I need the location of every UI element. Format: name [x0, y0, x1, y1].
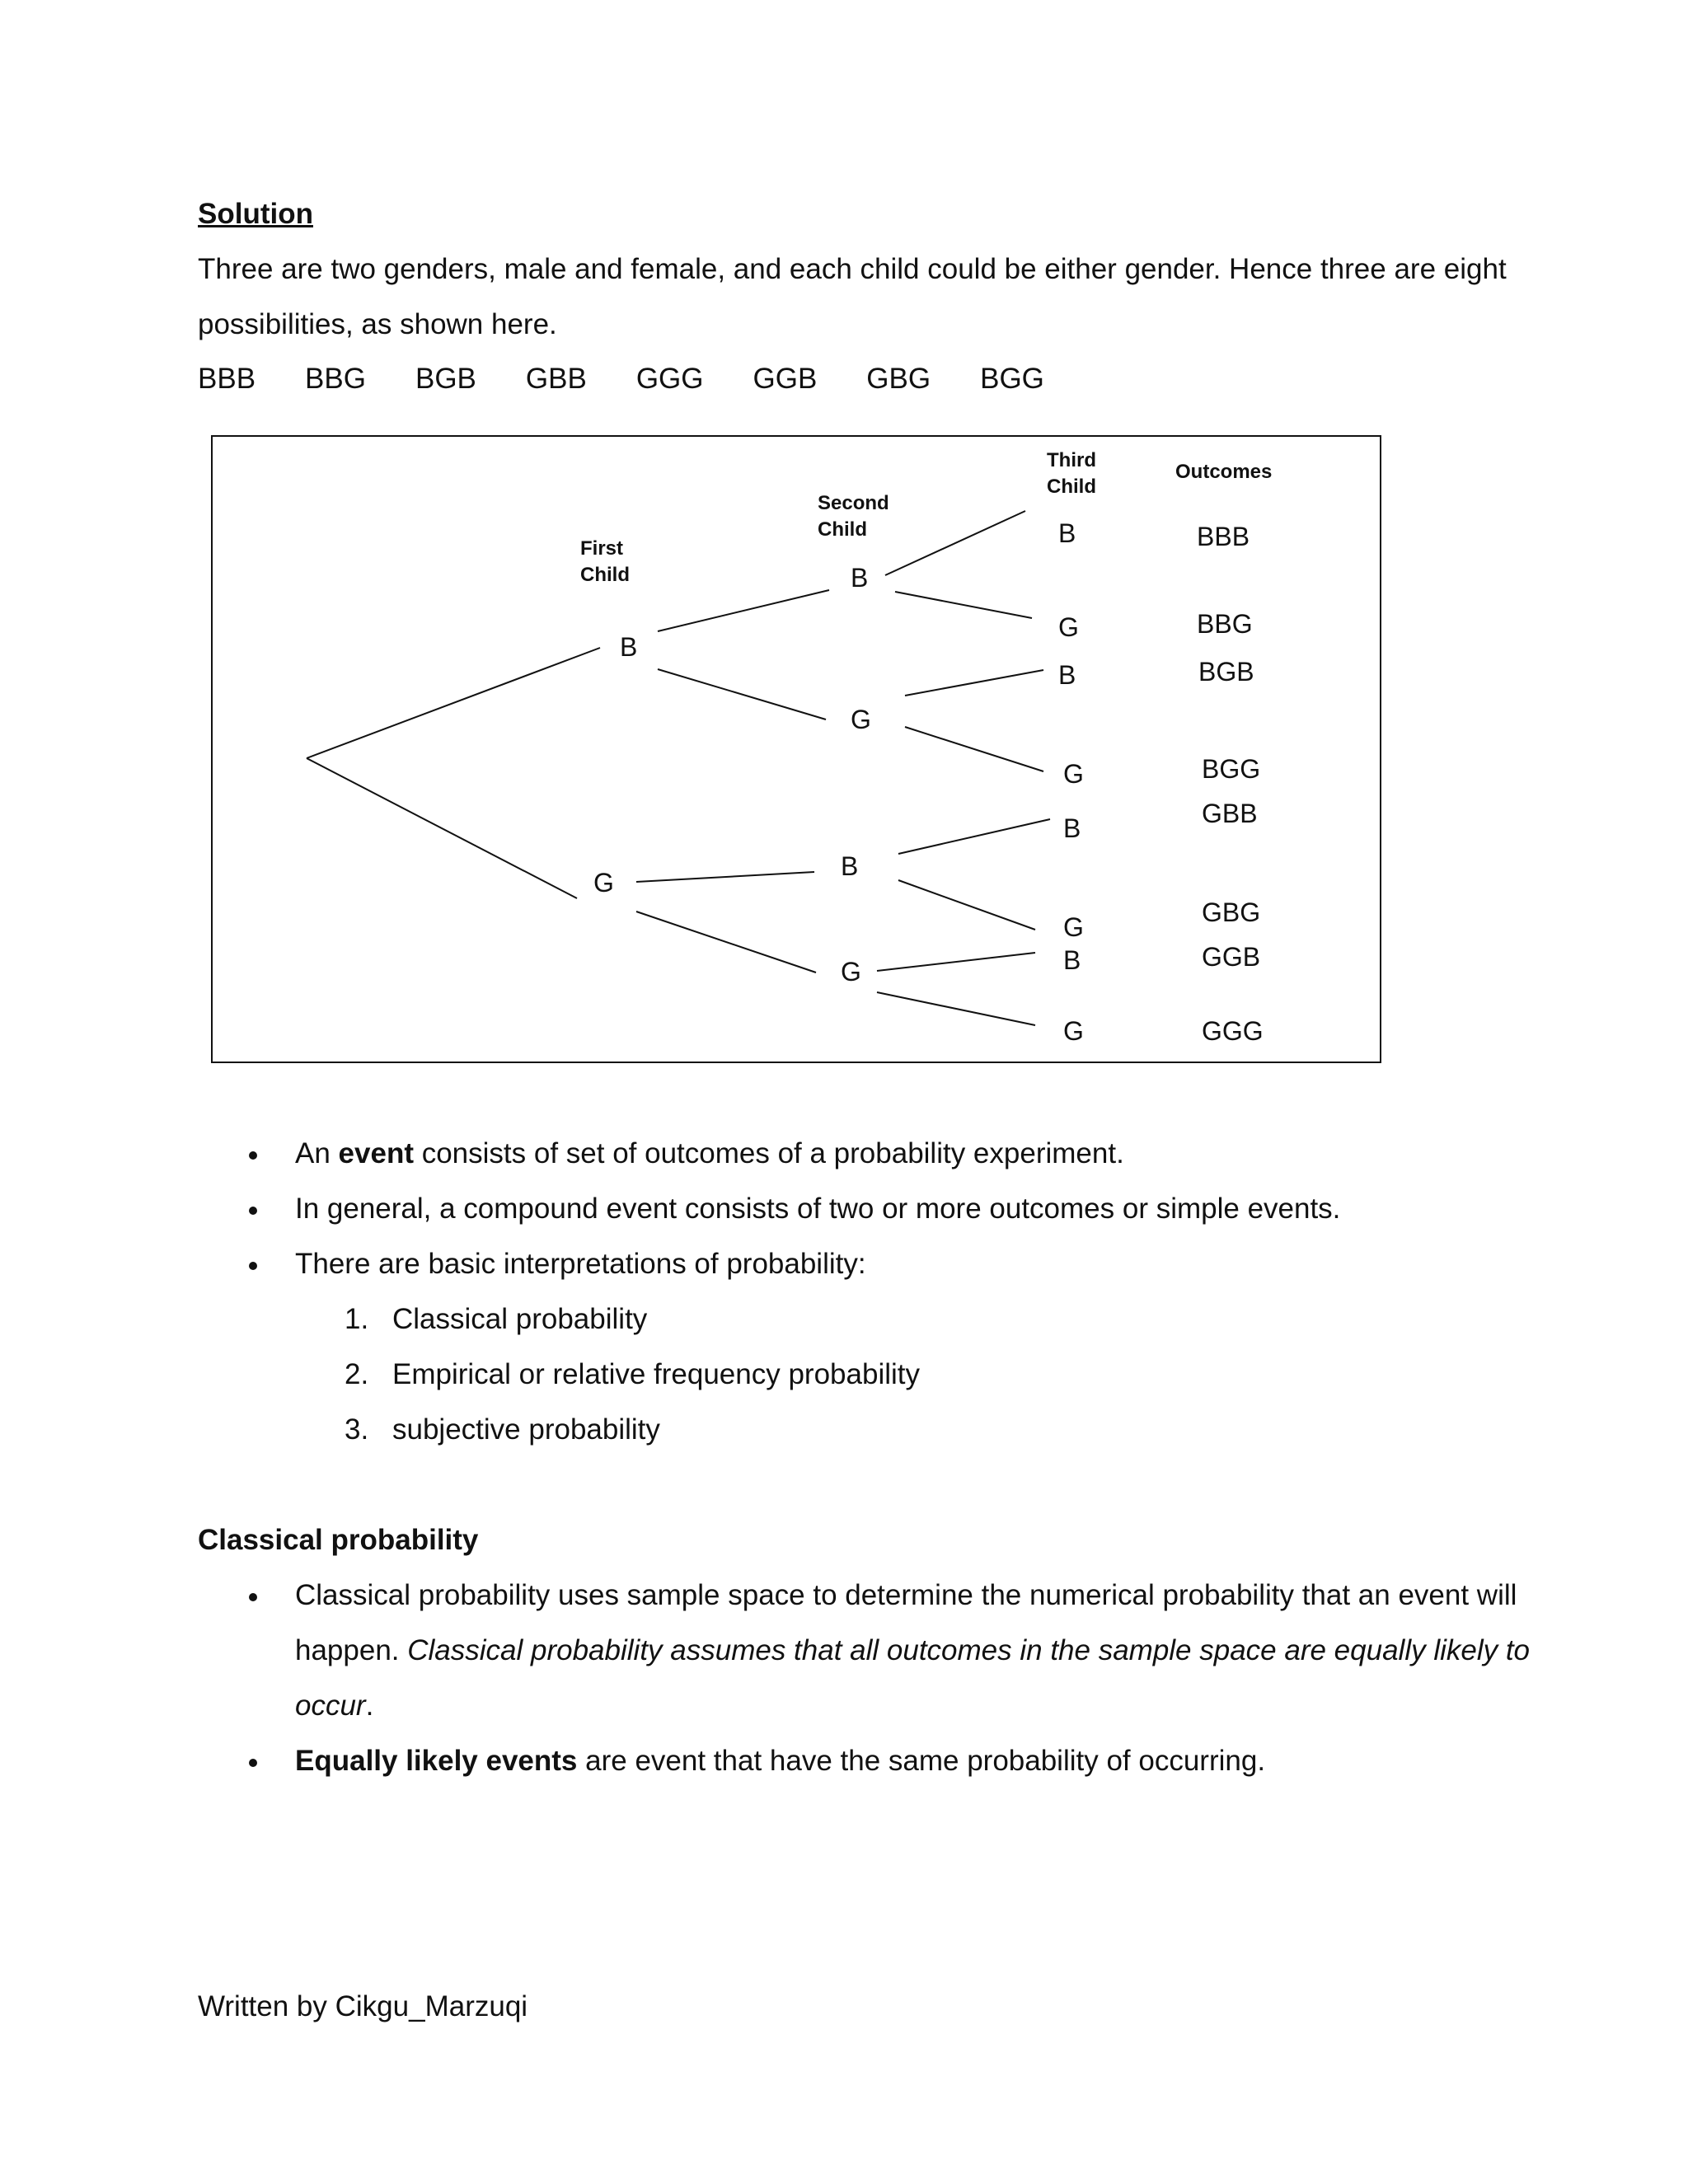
list-item-2: Empirical or relative frequency probability [392, 1358, 920, 1390]
branch-bg-g [905, 727, 1043, 771]
branch-g-g [636, 912, 816, 972]
list-item-1: Classical probability [392, 1303, 648, 1335]
classical-heading: Classical probability [198, 1524, 479, 1556]
bullet-event [295, 1137, 1124, 1170]
node-third-ggb: B [1063, 945, 1081, 975]
solution-heading: Solution [198, 198, 313, 230]
branch-gg-b [877, 953, 1035, 971]
solution-paragraph-line2: possibilities, as shown here. [198, 308, 557, 340]
possibility-item: BGB [415, 363, 476, 395]
node-third-gbg: G [1063, 912, 1084, 942]
bullet-dot [249, 1759, 257, 1767]
possibility-item: GGB [753, 363, 818, 395]
solution-paragraph-line1: Three are two genders, male and female, and each child could be either gender. Hence three are eight [198, 253, 1507, 285]
header-outcomes: Outcomes [1175, 461, 1273, 483]
branch-b-b [658, 590, 829, 631]
tree-diagram [211, 435, 1381, 1063]
outcome-gbb: GBB [1202, 799, 1258, 828]
outcome-bgb: BGB [1198, 657, 1254, 687]
header-first-child-1: First [580, 537, 624, 560]
node-second-gb: B [841, 851, 859, 881]
bullet-dot [249, 1151, 257, 1160]
header-first-child-2: Child [580, 564, 630, 586]
header-third-child-2: Child [1047, 476, 1096, 498]
bullet-event-pre: An [295, 1137, 339, 1169]
classical-line2-italic: Classical probability assumes that all outcomes in the sample space are equally likely to [407, 1634, 1531, 1666]
branch-root-b [307, 648, 600, 758]
classical-line2-pre: happen. [295, 1634, 408, 1666]
branch-gg-g [877, 992, 1035, 1025]
list-number-3: 3. [345, 1413, 369, 1446]
bullet-dot [249, 1593, 257, 1601]
node-second-gg: G [841, 957, 861, 987]
branch-bg-b [905, 670, 1043, 696]
node-third-gbb: B [1063, 813, 1081, 843]
node-first-g: G [593, 868, 614, 898]
list-number-1: 1. [345, 1303, 369, 1335]
node-third-ggg: G [1063, 1016, 1084, 1046]
footer-author: Written by Cikgu_Marzuqi [198, 1990, 528, 2022]
bullet-dot [249, 1207, 257, 1215]
list-number-2: 2. [345, 1358, 369, 1390]
node-third-bbb: B [1058, 518, 1076, 548]
possibility-item: BGG [980, 363, 1044, 395]
possibility-item: BBG [305, 363, 366, 395]
equally-likely-post: are event that have the same probability of occurring. [577, 1745, 1266, 1777]
bullet-event-bold: event [338, 1137, 414, 1169]
outcome-bgg: BGG [1202, 754, 1261, 784]
node-first-b: B [620, 632, 638, 662]
classical-line3-italic: occur [295, 1690, 366, 1722]
branch-gb-g [898, 880, 1035, 930]
classical-line3 [295, 1690, 373, 1722]
branch-gb-b [898, 819, 1050, 854]
node-third-bbg: G [1058, 612, 1079, 642]
header-second-child-2: Child [818, 518, 867, 541]
bullet-dot [249, 1262, 257, 1270]
outcome-ggb: GGB [1202, 942, 1261, 972]
branch-bb-g [895, 592, 1032, 618]
classical-line2 [295, 1634, 1530, 1667]
header-second-child-1: Second [818, 492, 889, 514]
header-third-child-1: Third [1047, 449, 1096, 471]
bullet-interpretations: There are basic interpretations of probability: [295, 1248, 866, 1280]
node-second-bg: G [851, 705, 871, 734]
branch-bb-b [885, 511, 1025, 575]
branch-root-g [307, 758, 577, 898]
outcome-ggg: GGG [1202, 1016, 1264, 1046]
bullet-compound: In general, a compound event consists of two or more outcomes or simple events. [295, 1193, 1341, 1225]
outcome-bbb: BBB [1197, 522, 1250, 551]
node-third-bgb: B [1058, 660, 1076, 690]
outcome-gbg: GBG [1202, 898, 1261, 927]
equally-likely-bold: Equally likely events [295, 1745, 578, 1777]
bullet-event-post: consists of set of outcomes of a probability experiment. [413, 1137, 1124, 1169]
possibility-item: GBG [866, 363, 931, 395]
possibility-item: GBB [525, 363, 587, 395]
node-third-bgg: G [1063, 759, 1084, 789]
node-second-bb: B [851, 563, 869, 593]
equally-likely [295, 1745, 1265, 1778]
possibility-item: BBB [198, 363, 256, 395]
classical-line1: Classical probability uses sample space to determine the numerical probability that an event will [295, 1579, 1517, 1611]
branch-b-g [658, 669, 826, 719]
list-item-3: subjective probability [392, 1413, 660, 1446]
outcome-bbg: BBG [1197, 609, 1253, 639]
branch-g-b [636, 872, 814, 882]
possibility-item: GGG [635, 363, 704, 395]
classical-line3-post: . [365, 1690, 374, 1722]
possibilities-list [198, 363, 1094, 396]
